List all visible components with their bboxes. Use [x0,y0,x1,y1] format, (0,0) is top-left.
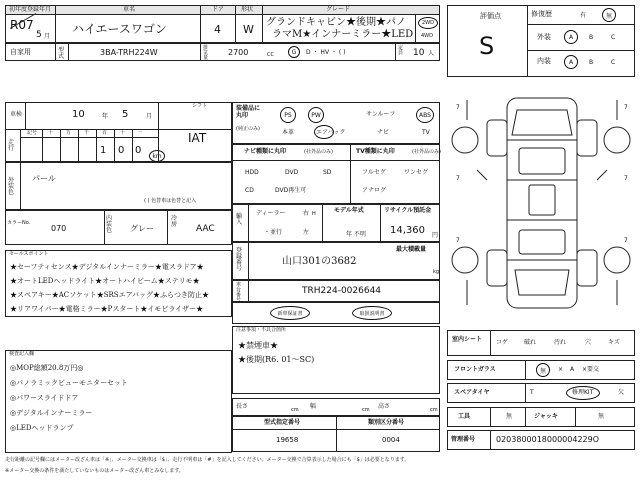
ac-label: 冷房 [171,215,178,228]
equipment-label: 装備品に丸印 [236,105,261,119]
inspection-month: 5 [122,109,129,120]
right-hand: 右 [303,210,310,217]
management-number: 0203800018000004229O [496,435,600,444]
footer-line-1: 走行距離の記号欄にはメーター改ざん車は「※」、メーター交換車は「$」、走行不明車は「#」を記入してください。メーター交換で合算表示した場合にも「$」は必要となります。 [5,457,410,463]
class-no-label: 類別区分番号 [368,419,405,426]
car-damage-diagram [447,80,635,326]
notes-label: 注意事項・不具合箇所 [236,327,287,333]
int-label: 内装 [537,57,551,65]
interior-item-4: 穴 [585,339,592,346]
cc-unit: CC [267,52,274,58]
equip-pw-circle: PW [308,107,324,123]
km-unit-circle: km [149,150,165,162]
inspection-note-4: ◎デジタルインナーミラー [10,409,93,417]
equip-navi: ナビ [377,129,390,136]
grade-line-2: ラマM★インナーミラー★LED [272,29,414,40]
notes-line-2: ★後期(R6. 01〜SC) [238,355,315,364]
interior-item-2: 破れ [524,339,537,346]
exterior-note: ( ) 色替車は色替と記入 [144,198,197,204]
nav-label: ナビ種類に丸印 [244,148,287,155]
nav-hdd: HDD [245,169,259,176]
diagram-mark-2: 7 [624,104,628,111]
mileage-digit-5: 0 [135,145,142,156]
interior-item-5: キズ [608,339,620,346]
type-value: 3BA-TRH224W [100,48,158,57]
front-glass-label: フロントガラス [454,366,496,373]
type-no-label: 型式指定番号 [264,419,301,426]
door-value: 4 [214,23,221,36]
model-year-value: 年 不明 [346,231,366,238]
diagram-mark-1: 7 [456,104,460,111]
mileage-unit-4: 十 [120,130,126,136]
left-hand: 左 [303,229,310,236]
inspection-note-1: ◎MOP総額20.8万円◎ [10,364,84,372]
equip-sunroof: サンルーフ [366,111,396,118]
usage: 自家用 [10,48,31,56]
spec-row [5,43,440,61]
equip-tv: TV [422,129,430,136]
spare-t: T [530,389,534,396]
first-reg-value: R07 [10,18,34,32]
parallel: ・並行 [264,229,283,236]
repair-no-circle: 無 [602,8,616,22]
flags-row [232,302,440,324]
sales-points-label: セールスポイント [9,251,49,257]
notes-line-1: ★禁煙車★ [238,341,278,350]
fuel-others: D ・ HV ・ ( ) [306,49,346,56]
jack-label: ジャッキ [534,413,558,420]
int-c: C [611,59,616,66]
color-no-label: カラーNo. [7,220,31,226]
equipment-sub: (純正のみ) [236,126,260,132]
interior-color: グレー [130,224,154,233]
mileage-digit-4: 0 [118,145,125,156]
front-glass-none-circle: 無 [536,363,550,377]
spare-kit-circle [566,386,600,400]
tv-oneseg: ワンセグ [404,169,429,176]
h-mark: H [312,211,316,217]
chassis-label: 車台番号 [236,282,242,303]
tv-label: TV種類に丸印 [356,148,395,155]
fuel-gasoline-circle: G [288,46,300,58]
registration-number: 山口301の3682 [282,256,357,267]
new-car-warranty-circle: 新車保証書 [270,306,310,320]
tv-analog: アナログ [362,187,387,194]
nav-sd: SD [323,169,332,176]
color-no: 070 [51,224,67,233]
first-reg-label: 初年度登録年月 [9,6,52,13]
grade-label: グレード [326,6,351,13]
tools-value: 無 [506,413,513,420]
mileage-unit-5: 一 [137,130,143,136]
tv-fullseg: フルセグ [362,169,386,176]
length-label: 長さ [236,403,249,410]
manual-circle: 取扱説明書 [352,306,392,320]
ext-c: C [611,34,616,41]
height-label: 高さ [378,403,391,410]
door-label: ドア [212,6,224,13]
sales-point-1: ★セーフティセンス★デジタルインナーミラー★電スラドア★ [10,263,204,271]
diagram-mark-3: 7 [456,175,460,182]
max-load-unit: kg [433,269,440,275]
exterior-block [5,162,232,210]
shift-label: シフト [192,103,208,109]
mileage-digit-3: 1 [100,145,107,156]
length-unit: cm [291,407,299,413]
inspection-label: 車検 [10,111,23,118]
interior-item-1: コゲ [496,339,509,346]
exterior-color: パール [32,174,56,183]
inspection-notes-label: 検査記入欄 [9,351,35,357]
equip-airbag-circle [314,125,334,139]
inspection-note-2: ◎パノラミックビューモニターセット [10,379,128,387]
inspection-month-unit: 月 [146,113,153,120]
car-name: ハイエースワゴン [72,22,167,36]
sales-point-3: ★スペアキー★ACソケット★SRSエアバッグ★ふらつき防止★ [10,291,209,299]
recycle-value: 14,360 [390,225,425,236]
equip-airbag: エアバック [316,129,346,136]
eval-label: 評価点 [480,12,501,20]
front-glass-x: × [558,366,564,373]
recycle-yen: 円 [432,232,439,239]
dimensions-row [232,398,440,416]
interior-label: 内装色 [106,215,113,234]
interior-item-3: 汚れ [554,339,567,346]
first-reg-month: 5 [36,30,42,40]
type-no: 19658 [276,436,299,444]
spare-missing: 欠 [618,389,625,396]
capacity-value: 10 [413,48,425,58]
interior-sheet-label: 室内シート [452,336,483,343]
shape-label: 形状 [241,6,254,13]
repair-yes: 有 [580,12,587,19]
equip-abs-circle: ABS [416,107,434,123]
height-unit: cm [430,407,438,413]
spare-kit: 修理KIT [572,389,594,396]
ac-value: AAC [196,224,215,234]
repair-label: 修復歴 [531,10,552,18]
nav-cd: CD [245,187,254,194]
displacement-value: 2700 [228,48,249,57]
inspection-year-unit: 年 [102,113,109,120]
shape-value: W [243,23,254,36]
ext-a-circle: A [564,30,578,44]
diagram-mark-5: 7 [456,237,460,244]
car-outline-svg [447,80,635,326]
nav-dvd-play: DVD再生可 [275,187,307,194]
diagram-mark-4: 7 [624,175,628,182]
int-b: B [589,59,594,66]
capacity-label: 定員 [398,45,404,56]
mileage-unit-2: 千 [84,130,90,136]
equip-leather: 本革 [282,129,295,136]
management-label: 管理番号 [451,436,476,443]
footer-line-2: ※メーター交換の条件を満たしていないものはメーター改ざん車とみなします。 [5,468,184,474]
nav-note: (社外品のみ) [304,149,333,155]
eval-value: S [479,32,495,60]
ext-b: B [589,34,594,41]
exterior-label: 外装色 [8,177,15,196]
width-unit: cm [362,407,370,413]
tv-note: (社外品のみ) [412,149,441,155]
spare-tire-label: スペアタイヤ [454,389,490,396]
displacement-label: 排気量 [203,45,209,61]
inspection-note-5: ◎LEDヘッドランプ [10,424,74,432]
sales-point-4: ★リアワイパー★電格ミラー★Pスタート★イモビライザー★ [10,305,204,313]
inspection-year: 10 [72,109,85,120]
width-label: 幅 [310,403,317,410]
chassis-number: TRH224-0026644 [302,286,382,296]
dealer: ディーラー [256,210,286,217]
grade-line-1: グランドキャビン★後期★パノ [266,17,406,28]
equip-ps-circle: PS [280,107,296,123]
front-glass-a: A [570,366,575,373]
class-no: 0004 [382,436,400,444]
month-unit: 月 [44,33,51,40]
shift-value: IAT [188,131,207,145]
mileage-note-label: 記号 [27,130,38,136]
int-a-circle: A [564,55,578,69]
diagram-mark-6: 7 [624,237,628,244]
max-load-label: 最大積載量 [396,246,427,253]
registration-label: 登録番号 [236,247,243,272]
mileage-label: 走行 [8,139,15,152]
mileage-unit-3: 百 [102,130,108,136]
ext-label: 外装 [537,33,551,41]
import-label: 輸入 [236,213,243,226]
sales-point-2: ★オートLEDヘッドライト★オートハイビーム★ステリモ★ [10,277,200,285]
inspection-note-3: ◎パワースライドドア [10,394,79,402]
mileage-unit-1: 万 [66,130,72,136]
capacity-unit: 人 [428,50,435,57]
type-label: 型式 [58,47,65,60]
mileage-unit-0: 十 [48,130,54,136]
nav-dvd: DVD [285,169,299,176]
front-glass-replace: ×要交 [582,366,600,373]
jack-value: 無 [598,413,605,420]
recycle-label: リサイクル預託金 [384,207,432,214]
tools-label: 工具 [458,413,471,420]
car-name-label: 車名 [123,6,136,13]
model-year-label: モデル年式 [334,207,364,214]
drive-2wd-circle: 2WD [418,17,438,29]
drive-4wd: 4WD [421,33,433,39]
